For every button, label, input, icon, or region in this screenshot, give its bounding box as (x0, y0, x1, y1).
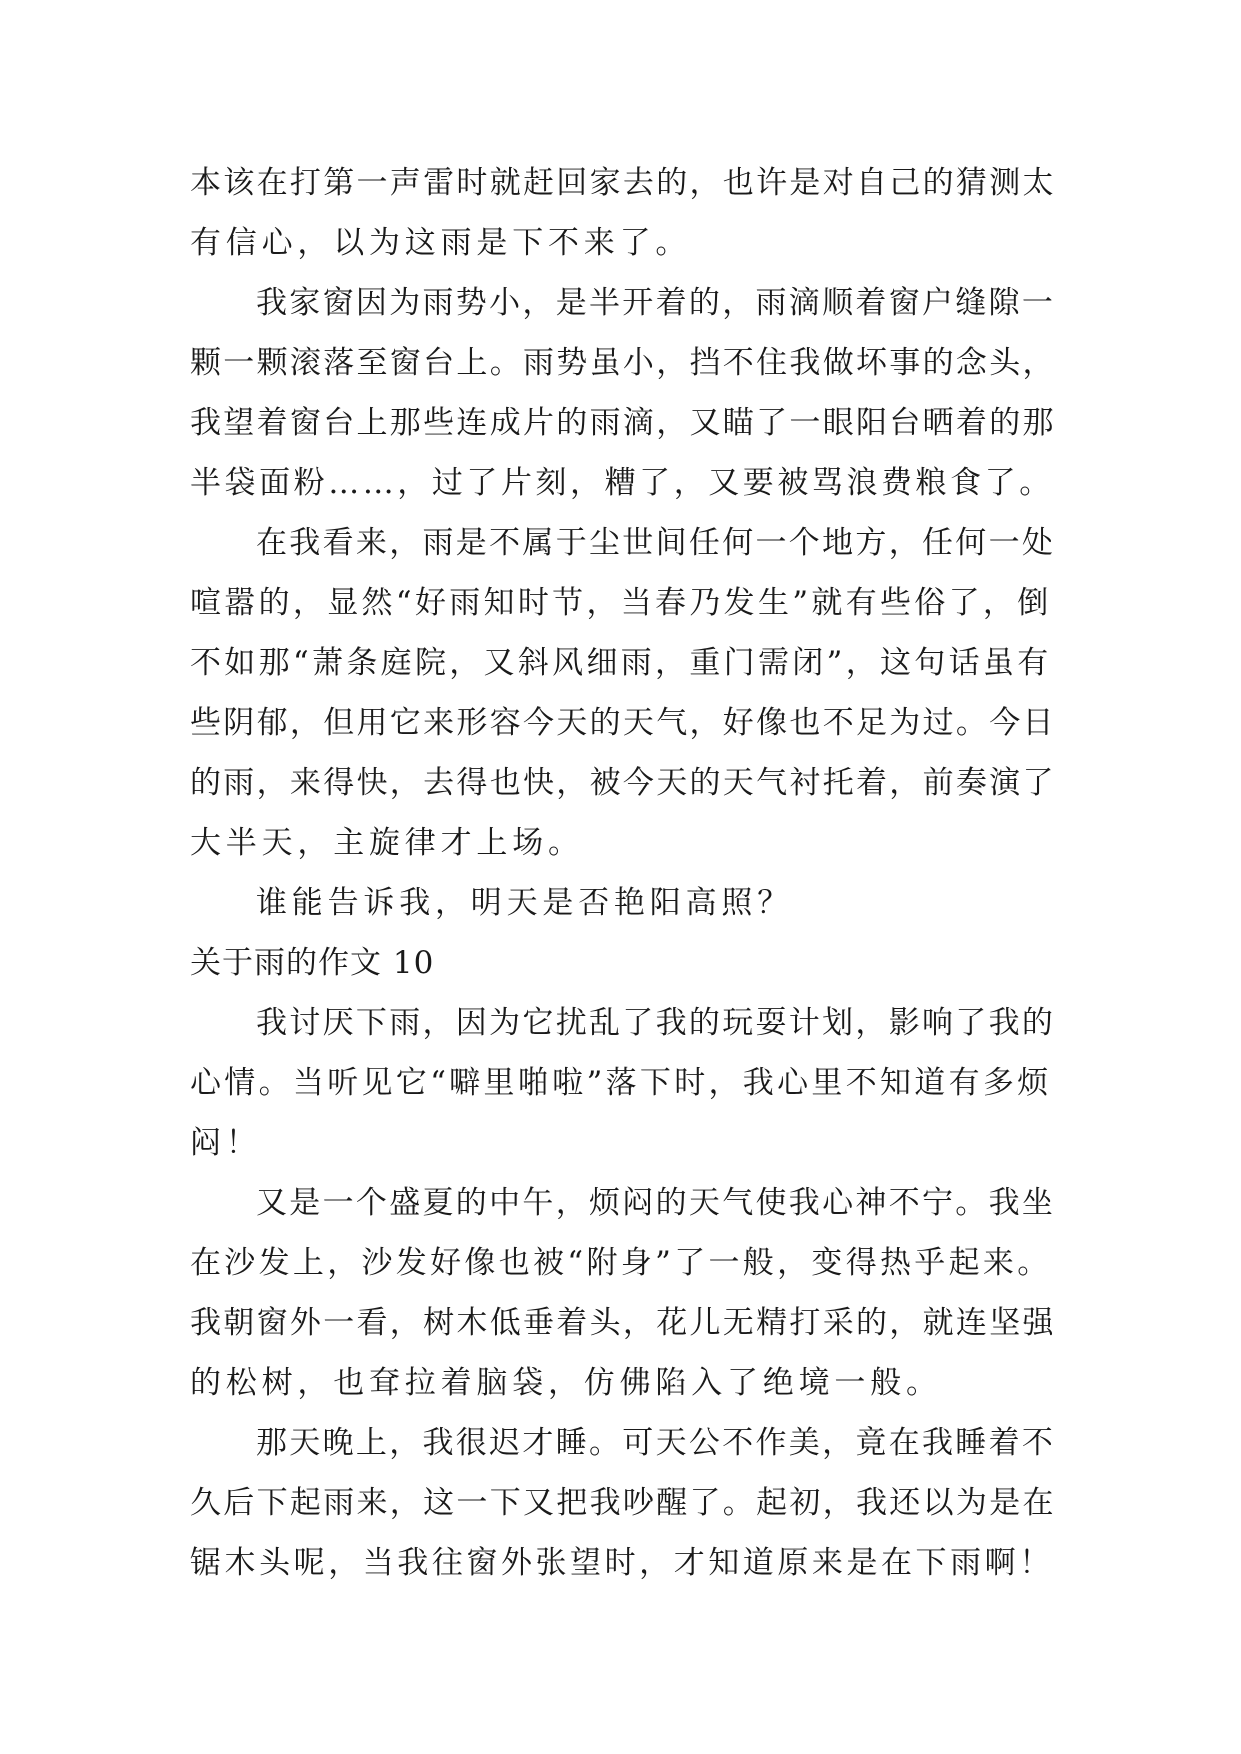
text-line: 大半天，主旋律才上场。 (190, 825, 584, 861)
text-line: 我讨厌下雨，因为它扰乱了我的玩耍计划，影响了我的 (256, 1005, 1056, 1041)
text-line: 在我看来，雨是不属于尘世间任何一个地方，任何一处 (256, 525, 1056, 561)
text-line: 不如那“萧条庭院，又斜风细雨，重门需闭”，这句话虽有 (190, 645, 1052, 681)
text-line: 锯木头呢，当我往窗外张望时，才知道原来是在下雨啊！ (190, 1545, 1054, 1581)
text-line: 闷！ (190, 1125, 262, 1161)
text-line: 心情。当听见它“噼里啪啦”落下时，我心里不知道有多烦 (190, 1065, 1052, 1101)
text-line: 些阴郁，但用它来形容今天的天气，好像也不足为过。今日 (190, 705, 1056, 741)
text-line: 我朝窗外一看，树木低垂着头，花儿无精打采的，就连坚强 (190, 1305, 1056, 1341)
text-line: 在沙发上，沙发好像也被“附身”了一般，变得热乎起来。 (190, 1245, 1052, 1281)
text-line: 的松树，也耷拉着脑袋，仿佛陷入了绝境一般。 (190, 1365, 942, 1401)
text-line: 颗一颗滚落至窗台上。雨势虽小，挡不住我做坏事的念头， (190, 345, 1056, 381)
text-line: 谁能告诉我，明天是否艳阳高照？ (256, 885, 793, 921)
text-line: 我家窗因为雨势小，是半开着的，雨滴顺着窗户缝隙一 (256, 285, 1056, 321)
text-line: 的雨，来得快，去得也快，被今天的天气衬托着，前奏演了 (190, 765, 1056, 801)
text-line: 喧嚣的，显然“好雨知时节，当春乃发生”就有些俗了，倒 (190, 585, 1052, 621)
text-line: 那天晚上，我很迟才睡。可天公不作美，竟在我睡着不 (256, 1425, 1056, 1461)
section-heading: 关于雨的作文 10 (190, 945, 435, 981)
text-line: 我望着窗台上那些连成片的雨滴，又瞄了一眼阳台晒着的那 (190, 405, 1056, 441)
text-line: 久后下起雨来，这一下又把我吵醒了。起初，我还以为是在 (190, 1485, 1056, 1521)
document-body (190, 162, 1056, 1602)
text-line: 本该在打第一声雷时就赶回家去的，也许是对自己的猜测太 (190, 165, 1056, 201)
text-line: 半袋面粉……，过了片刻，糟了，又要被骂浪费粮食了。 (190, 465, 1054, 501)
text-line: 有信心，以为这雨是下不来了。 (190, 225, 692, 261)
text-line: 又是一个盛夏的中午，烦闷的天气使我心神不宁。我坐 (256, 1185, 1056, 1221)
